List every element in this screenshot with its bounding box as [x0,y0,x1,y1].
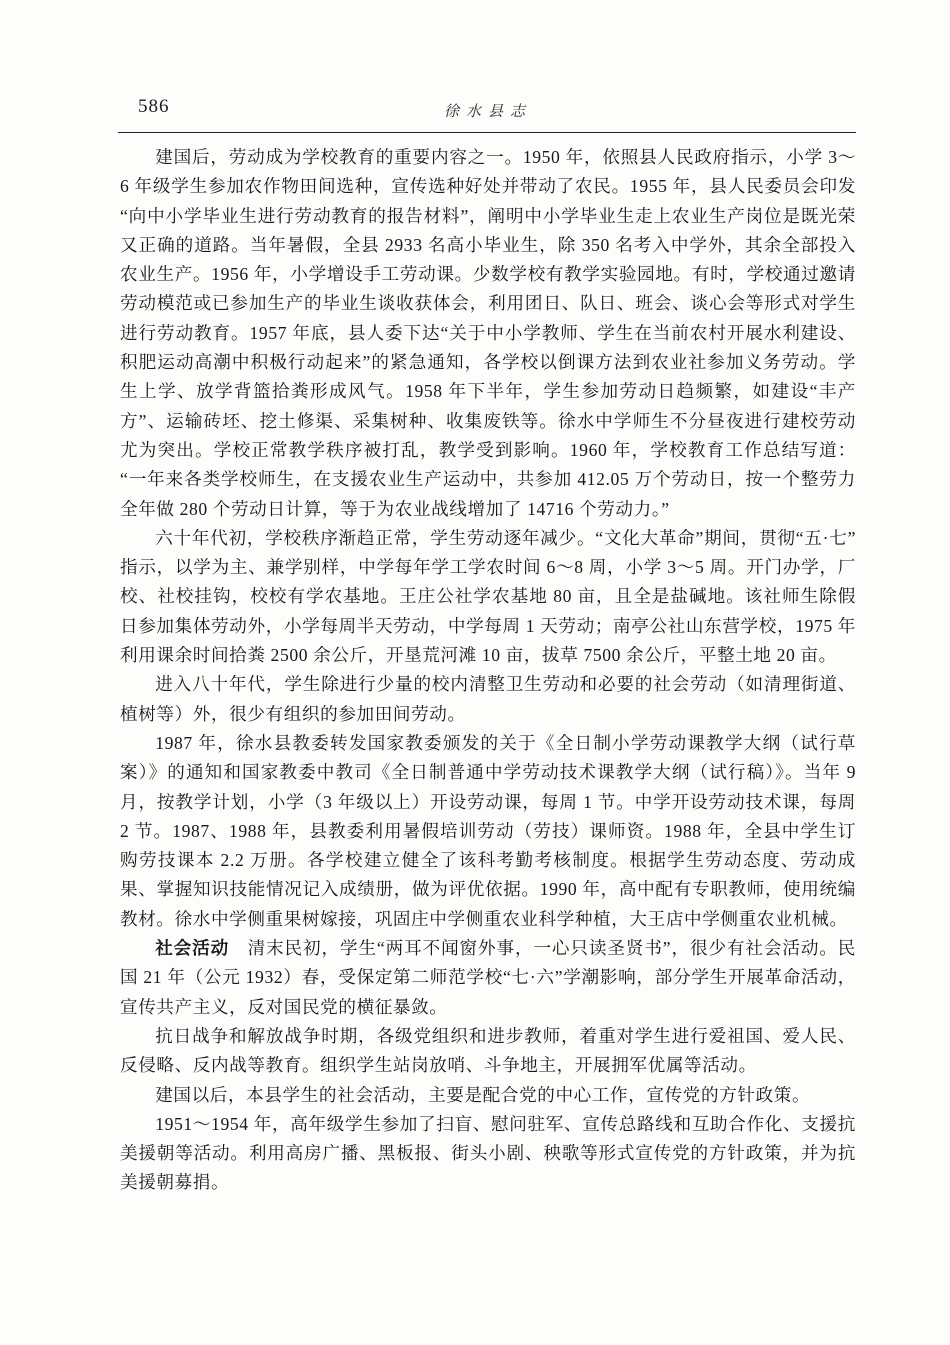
page-body-text [120,143,856,1198]
paragraph-2 [120,524,856,670]
page-header [120,94,856,126]
page-number: 586 [138,96,170,117]
paragraph-6 [120,1022,856,1081]
paragraph-2-text: 六十年代初，学校秩序渐趋正常，学生劳动逐年减少。“文化大革命”期间，贯彻“五·七”指示，以学为主、兼学别样，中学每年学工学农时间 6～8 周，小学 3～5 周。开门办学，厂校、社校挂钩，校校有学农基地。王庄公社学农基地 80 亩，且全是盐碱地。该社师生除假日参加集体劳动外，小学每周半天劳动，中学每周 1 天劳动；南亭公社山东营学校，1975 年利用课余时间拾粪 2500 余公斤，开垦荒河滩 10 亩，拔草 7500 余公斤，平整土地 20 亩。 [120,527,856,666]
header-rule [118,132,856,133]
paragraph-1-text: 建国后，劳动成为学校教育的重要内容之一。1950 年，依照县人民政府指示，小学 3～6 年级学生参加农作物田间选种，宣传选种好处并带动了农民。1955 年，县人民委员会印发“向中小学毕业生进行劳动教育的报告材料”，阐明中小学毕业生走上农业生产岗位是既光荣又正确的道路。当年暑假，全县 2933 名高小毕业生，除 350 名考入中学外，其余全部投入农业生产。1956 年，小学增设手工劳动课。少数学校有教学实验园地。有时，学校通过邀请劳动模范或已参加生产的毕业生谈收获体会，利用团日、队日、班会、谈心会等形式对学生进行劳动教育。1957 年底，县人委下达“关于中小学教师、学生在当前农村开展水利建设、积肥运动高潮中积极行动起来”的紧急通知，各学校以倒课方法到农业社参加义务劳动。学生上学、放学背篮拾粪形成风气。1958 年下半年，学生参加劳动日趋频繁，如建设“丰产方”、运输砖坯、挖土修渠、采集树种、收集废铁等。徐水中学师生不分昼夜进行建校劳动尤为突出。学校正常教学秩序被打乱，教学受到影响。1960 年，学校教育工作总结写道：“一年来各类学校师生，在支援农业生产运动中，共参加 412.05 万个劳动日，按一个整劳力全年做 280 个劳动日计算，等于为农业战线增加了 14716 个劳动力。” [120,147,856,519]
paragraph-7 [120,1081,856,1110]
paragraph-4-text: 1987 年，徐水县教委转发国家教委颁发的关于《全日制小学劳动课教学大纲（试行草案）》的通知和国家教委中教司《全日制普通中学劳动技术课教学大纲（试行稿）》。当年 9 月，按教学计划，小学（3 年级以上）开设劳动课，每周 1 节。中学开设劳动技术课，每周 2 节。1987、1988 年，县教委利用暑假培训劳动（劳技）课师资。1988 年，全县中学生订购劳技课本 2.2 万册。各学校建立健全了该科考勤考核制度。根据学生劳动态度、劳动成果、掌握知识技能情况记入成绩册，做为评优依据。1990 年，高中配有专职教师，使用统编教材。徐水中学侧重果树嫁接，巩固庄中学侧重农业科学种植，大王店中学侧重农业机械。 [120,732,856,929]
paragraph-8 [120,1110,856,1198]
paragraph-4 [120,729,856,934]
paragraph-3 [120,670,856,729]
paragraph-1 [120,143,856,524]
paragraph-5-text: 清末民初，学生“两耳不闻窗外事，一心只读圣贤书”，很少有社会活动。民国 21 年（公元 1932）春，受保定第二师范学校“七·六”学潮影响，部分学生开展革命活动，宣传共产主义，反对国民党的横征暴敛。 [120,938,856,1017]
paragraph-5 [120,934,856,1022]
paragraph-6-text: 抗日战争和解放战争时期，各级党组织和进步教师，着重对学生进行爱祖国、爱人民、反侵略、反内战等教育。组织学生站岗放哨、斗争地主，开展拥军优属等活动。 [120,1025,856,1076]
paragraph-3-text: 进入八十年代，学生除进行少量的校内清整卫生劳动和必要的社会劳动（如清理街道、植树等）外，很少有组织的参加田间劳动。 [120,674,856,724]
paragraph-7-text: 建国以后，本县学生的社会活动，主要是配合党的中心工作，宣传党的方针政策。 [155,1084,811,1105]
section-term: 社会活动 [155,938,230,959]
book-title: 徐水县志 [443,104,532,120]
paragraph-8-text: 1951～1954 年，高年级学生参加了扫盲、慰问驻军、宣传总路线和互助合作化、支援抗美援朝等活动。利用高房广播、黑板报、街头小剧、秧歌等形式宣传党的方针政策，并为抗美援朝募捐。 [120,1113,856,1193]
